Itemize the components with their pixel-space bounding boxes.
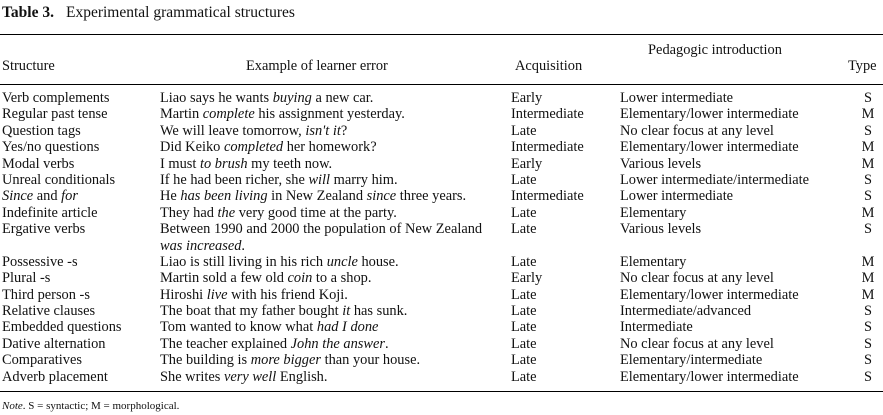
acquisition-cell: Early bbox=[511, 155, 543, 172]
text-segment: Between 1990 and 2000 the population of New Zealand bbox=[160, 221, 483, 238]
table-row bbox=[0, 90, 883, 106]
text-segment: ? bbox=[340, 122, 348, 139]
type-cell: S bbox=[863, 303, 872, 320]
italic-text: for bbox=[61, 188, 78, 205]
type-cell: S bbox=[863, 221, 872, 238]
structure-cell bbox=[2, 352, 82, 368]
type-cell: S bbox=[863, 171, 872, 188]
text-segment: has sunk. bbox=[350, 303, 408, 320]
structure-cell bbox=[2, 303, 95, 319]
italic-text: buying bbox=[272, 90, 312, 106]
bottom-rule bbox=[0, 391, 883, 392]
type-cell: S bbox=[863, 90, 872, 106]
pedagogic-cell: No clear focus at any level bbox=[620, 335, 774, 352]
example-cell bbox=[160, 221, 500, 254]
header-structure: Structure bbox=[2, 58, 55, 74]
acquisition-cell: Intermediate bbox=[511, 188, 584, 205]
table-row bbox=[0, 369, 883, 385]
text-segment: . bbox=[241, 237, 246, 254]
acquisition-cell: Late bbox=[511, 286, 537, 303]
text-segment: Martin bbox=[160, 106, 203, 123]
italic-text: it bbox=[342, 303, 351, 320]
table-caption bbox=[2, 4, 295, 22]
type-cell: S bbox=[863, 188, 872, 205]
structure-cell bbox=[2, 369, 108, 385]
structure-cell bbox=[2, 254, 78, 270]
italic-text: more bigger bbox=[250, 352, 321, 369]
pedagogic-cell: Intermediate bbox=[620, 319, 693, 336]
type-cell: M bbox=[861, 253, 875, 270]
example-cell bbox=[160, 303, 500, 319]
acquisition-cell: Late bbox=[511, 368, 537, 385]
text-segment: Martin sold a few old bbox=[160, 270, 288, 287]
pedagogic-cell: Various levels bbox=[620, 221, 702, 238]
table-note bbox=[2, 400, 179, 412]
italic-text: the bbox=[217, 204, 236, 221]
text-segment: Dative alternation bbox=[2, 335, 106, 352]
example-cell bbox=[160, 287, 500, 303]
acquisition-cell: Late bbox=[511, 335, 537, 352]
pedagogic-cell: Elementary/intermediate bbox=[620, 352, 763, 369]
top-rule bbox=[0, 34, 883, 35]
acquisition-cell: Late bbox=[511, 221, 537, 238]
type-cell: S bbox=[863, 319, 872, 336]
text-segment: We will leave tomorrow, bbox=[160, 122, 306, 139]
table-row bbox=[0, 156, 883, 172]
pedagogic-cell: Elementary bbox=[620, 204, 687, 221]
text-segment: Hiroshi bbox=[160, 286, 207, 303]
italic-text: John the answer bbox=[290, 335, 385, 352]
acquisition-cell: Late bbox=[511, 352, 537, 369]
text-segment: Regular past tense bbox=[2, 106, 108, 123]
pedagogic-cell: Elementary/lower intermediate bbox=[620, 368, 799, 385]
text-segment: Unreal conditionals bbox=[2, 171, 116, 188]
type-cell: M bbox=[861, 286, 875, 303]
pedagogic-cell: Elementary/lower intermediate bbox=[620, 139, 799, 156]
pedagogic-cell: Lower intermediate bbox=[620, 90, 734, 106]
type-cell: S bbox=[863, 368, 872, 385]
text-segment: marry him. bbox=[330, 171, 398, 188]
example-cell bbox=[160, 254, 500, 270]
acquisition-cell: Late bbox=[511, 319, 537, 336]
text-segment: She writes bbox=[160, 368, 224, 385]
example-cell bbox=[160, 205, 500, 221]
italic-text: had I done bbox=[316, 319, 379, 336]
structure-cell bbox=[2, 106, 108, 122]
table-row bbox=[0, 188, 883, 204]
pedagogic-cell: Elementary/lower intermediate bbox=[620, 286, 799, 303]
example-cell bbox=[160, 336, 500, 352]
structure-cell bbox=[2, 221, 85, 237]
example-cell bbox=[160, 123, 500, 139]
italic-text: live bbox=[206, 286, 228, 303]
header-example: Example of learner error bbox=[246, 58, 388, 74]
text-segment: with his friend Koji. bbox=[227, 286, 348, 303]
text-segment: Liao says he wants bbox=[160, 90, 273, 106]
table-row bbox=[0, 270, 883, 286]
text-segment: and bbox=[33, 188, 62, 205]
table-row bbox=[0, 139, 883, 155]
structure-cell bbox=[2, 270, 50, 286]
acquisition-cell: Early bbox=[511, 270, 543, 287]
text-segment: Verb complements bbox=[2, 90, 110, 106]
table-row bbox=[0, 106, 883, 122]
acquisition-cell: Intermediate bbox=[511, 106, 584, 123]
text-segment: The teacher explained bbox=[160, 335, 291, 352]
text-segment: Adverb placement bbox=[2, 368, 108, 385]
text-segment: in New Zealand bbox=[267, 188, 367, 205]
table-row bbox=[0, 172, 883, 188]
note-text: . S = syntactic; M = morphological. bbox=[22, 400, 180, 412]
text-segment: The building is bbox=[160, 352, 251, 369]
text-segment: very good time at the party. bbox=[235, 204, 397, 221]
structure-cell bbox=[2, 287, 90, 303]
pedagogic-cell: Lower intermediate/intermediate bbox=[620, 171, 809, 188]
example-cell bbox=[160, 270, 500, 286]
example-cell bbox=[160, 156, 500, 172]
type-cell: M bbox=[861, 204, 875, 221]
header-acquisition: Acquisition bbox=[515, 58, 583, 74]
text-segment: He bbox=[160, 188, 181, 205]
text-segment: Embedded questions bbox=[2, 319, 122, 336]
pedagogic-cell: No clear focus at any level bbox=[620, 122, 774, 139]
text-segment: three years. bbox=[396, 188, 467, 205]
acquisition-cell: Late bbox=[511, 253, 537, 270]
text-segment: If he had been richer, she bbox=[160, 171, 309, 188]
table-row bbox=[0, 205, 883, 221]
italic-text: complete bbox=[202, 106, 255, 123]
structure-cell bbox=[2, 123, 81, 139]
text-segment: my teeth now. bbox=[247, 155, 333, 172]
example-cell bbox=[160, 106, 500, 122]
text-segment: The boat that my father bought bbox=[160, 303, 343, 320]
text-segment: than your house. bbox=[320, 352, 421, 369]
text-segment: Plural -s bbox=[2, 270, 51, 287]
text-segment: I must bbox=[160, 155, 200, 172]
italic-text: has been living bbox=[180, 188, 268, 205]
table-row bbox=[0, 303, 883, 319]
text-segment: Possessive -s bbox=[2, 253, 78, 270]
structure-cell bbox=[2, 172, 115, 188]
table-row bbox=[0, 254, 883, 270]
text-segment: his assignment yesterday. bbox=[254, 106, 405, 123]
text-segment: English. bbox=[276, 368, 328, 385]
text-segment: Indefinite article bbox=[2, 204, 98, 221]
text-segment: house. bbox=[357, 253, 399, 270]
example-cell bbox=[160, 139, 500, 155]
structure-cell bbox=[2, 336, 106, 352]
structure-cell bbox=[2, 90, 110, 106]
acquisition-cell: Late bbox=[511, 171, 537, 188]
header-rule bbox=[0, 84, 883, 85]
italic-text: isn't it bbox=[305, 122, 341, 139]
text-segment: Did Keiko bbox=[160, 139, 224, 156]
table-body bbox=[0, 90, 883, 385]
example-cell bbox=[160, 188, 500, 204]
text-segment: Third person -s bbox=[2, 286, 90, 303]
text-segment: Modal verbs bbox=[2, 155, 75, 172]
table-row bbox=[0, 352, 883, 368]
example-cell bbox=[160, 369, 500, 385]
text-segment: to a shop. bbox=[312, 270, 372, 287]
table-title: Experimental grammatical structures bbox=[65, 4, 295, 21]
pedagogic-cell: Various levels bbox=[620, 155, 702, 172]
italic-text: Since bbox=[2, 188, 34, 205]
pedagogic-cell: No clear focus at any level bbox=[620, 270, 774, 287]
text-segment: Yes/no questions bbox=[2, 139, 100, 156]
type-cell: S bbox=[863, 352, 872, 369]
italic-text: since bbox=[366, 188, 397, 205]
type-cell: M bbox=[861, 155, 875, 172]
structure-cell bbox=[2, 188, 78, 204]
table-row bbox=[0, 319, 883, 335]
structure-cell bbox=[2, 156, 74, 172]
table-row bbox=[0, 287, 883, 303]
header-pedagogic-introduction: Pedagogic introduction bbox=[648, 42, 782, 58]
example-cell bbox=[160, 319, 500, 335]
italic-text: very well bbox=[223, 368, 277, 385]
italic-text: was increased bbox=[160, 237, 242, 254]
type-cell: M bbox=[861, 139, 875, 156]
type-cell: S bbox=[863, 122, 872, 139]
italic-text: coin bbox=[287, 270, 313, 287]
pedagogic-cell: Elementary bbox=[620, 253, 687, 270]
italic-text: completed bbox=[223, 139, 284, 156]
header-type: Type bbox=[848, 58, 877, 74]
acquisition-cell: Late bbox=[511, 303, 537, 320]
structure-cell bbox=[2, 319, 122, 335]
text-segment: her homework? bbox=[283, 139, 377, 156]
text-segment: They had bbox=[160, 204, 218, 221]
pedagogic-cell: Intermediate/advanced bbox=[620, 303, 752, 320]
pedagogic-cell: Elementary/lower intermediate bbox=[620, 106, 799, 123]
note-label: Note bbox=[2, 400, 23, 412]
example-cell bbox=[160, 172, 500, 188]
type-cell: M bbox=[861, 106, 875, 123]
table-row bbox=[0, 221, 883, 254]
type-cell: M bbox=[861, 270, 875, 287]
structure-cell bbox=[2, 139, 99, 155]
italic-text: will bbox=[308, 171, 331, 188]
type-cell: S bbox=[863, 335, 872, 352]
example-cell bbox=[160, 90, 500, 106]
text-segment: Comparatives bbox=[2, 352, 82, 369]
acquisition-cell: Intermediate bbox=[511, 139, 584, 156]
acquisition-cell: Late bbox=[511, 122, 537, 139]
table-row bbox=[0, 336, 883, 352]
acquisition-cell: Late bbox=[511, 204, 537, 221]
text-segment: Relative clauses bbox=[2, 303, 96, 320]
structure-cell bbox=[2, 205, 98, 221]
italic-text: to brush bbox=[199, 155, 248, 172]
text-segment: Ergative verbs bbox=[2, 221, 86, 238]
text-segment: Question tags bbox=[2, 122, 81, 139]
table-number: Table 3. bbox=[2, 4, 54, 21]
italic-text: uncle bbox=[326, 253, 358, 270]
text-segment: . bbox=[384, 335, 389, 352]
acquisition-cell: Early bbox=[511, 90, 543, 106]
table-row bbox=[0, 123, 883, 139]
example-cell bbox=[160, 352, 500, 368]
pedagogic-cell: Lower intermediate bbox=[620, 188, 734, 205]
text-segment: Tom wanted to know what bbox=[160, 319, 317, 336]
text-segment: a new car. bbox=[311, 90, 374, 106]
text-segment: Liao is still living in his rich bbox=[160, 253, 327, 270]
